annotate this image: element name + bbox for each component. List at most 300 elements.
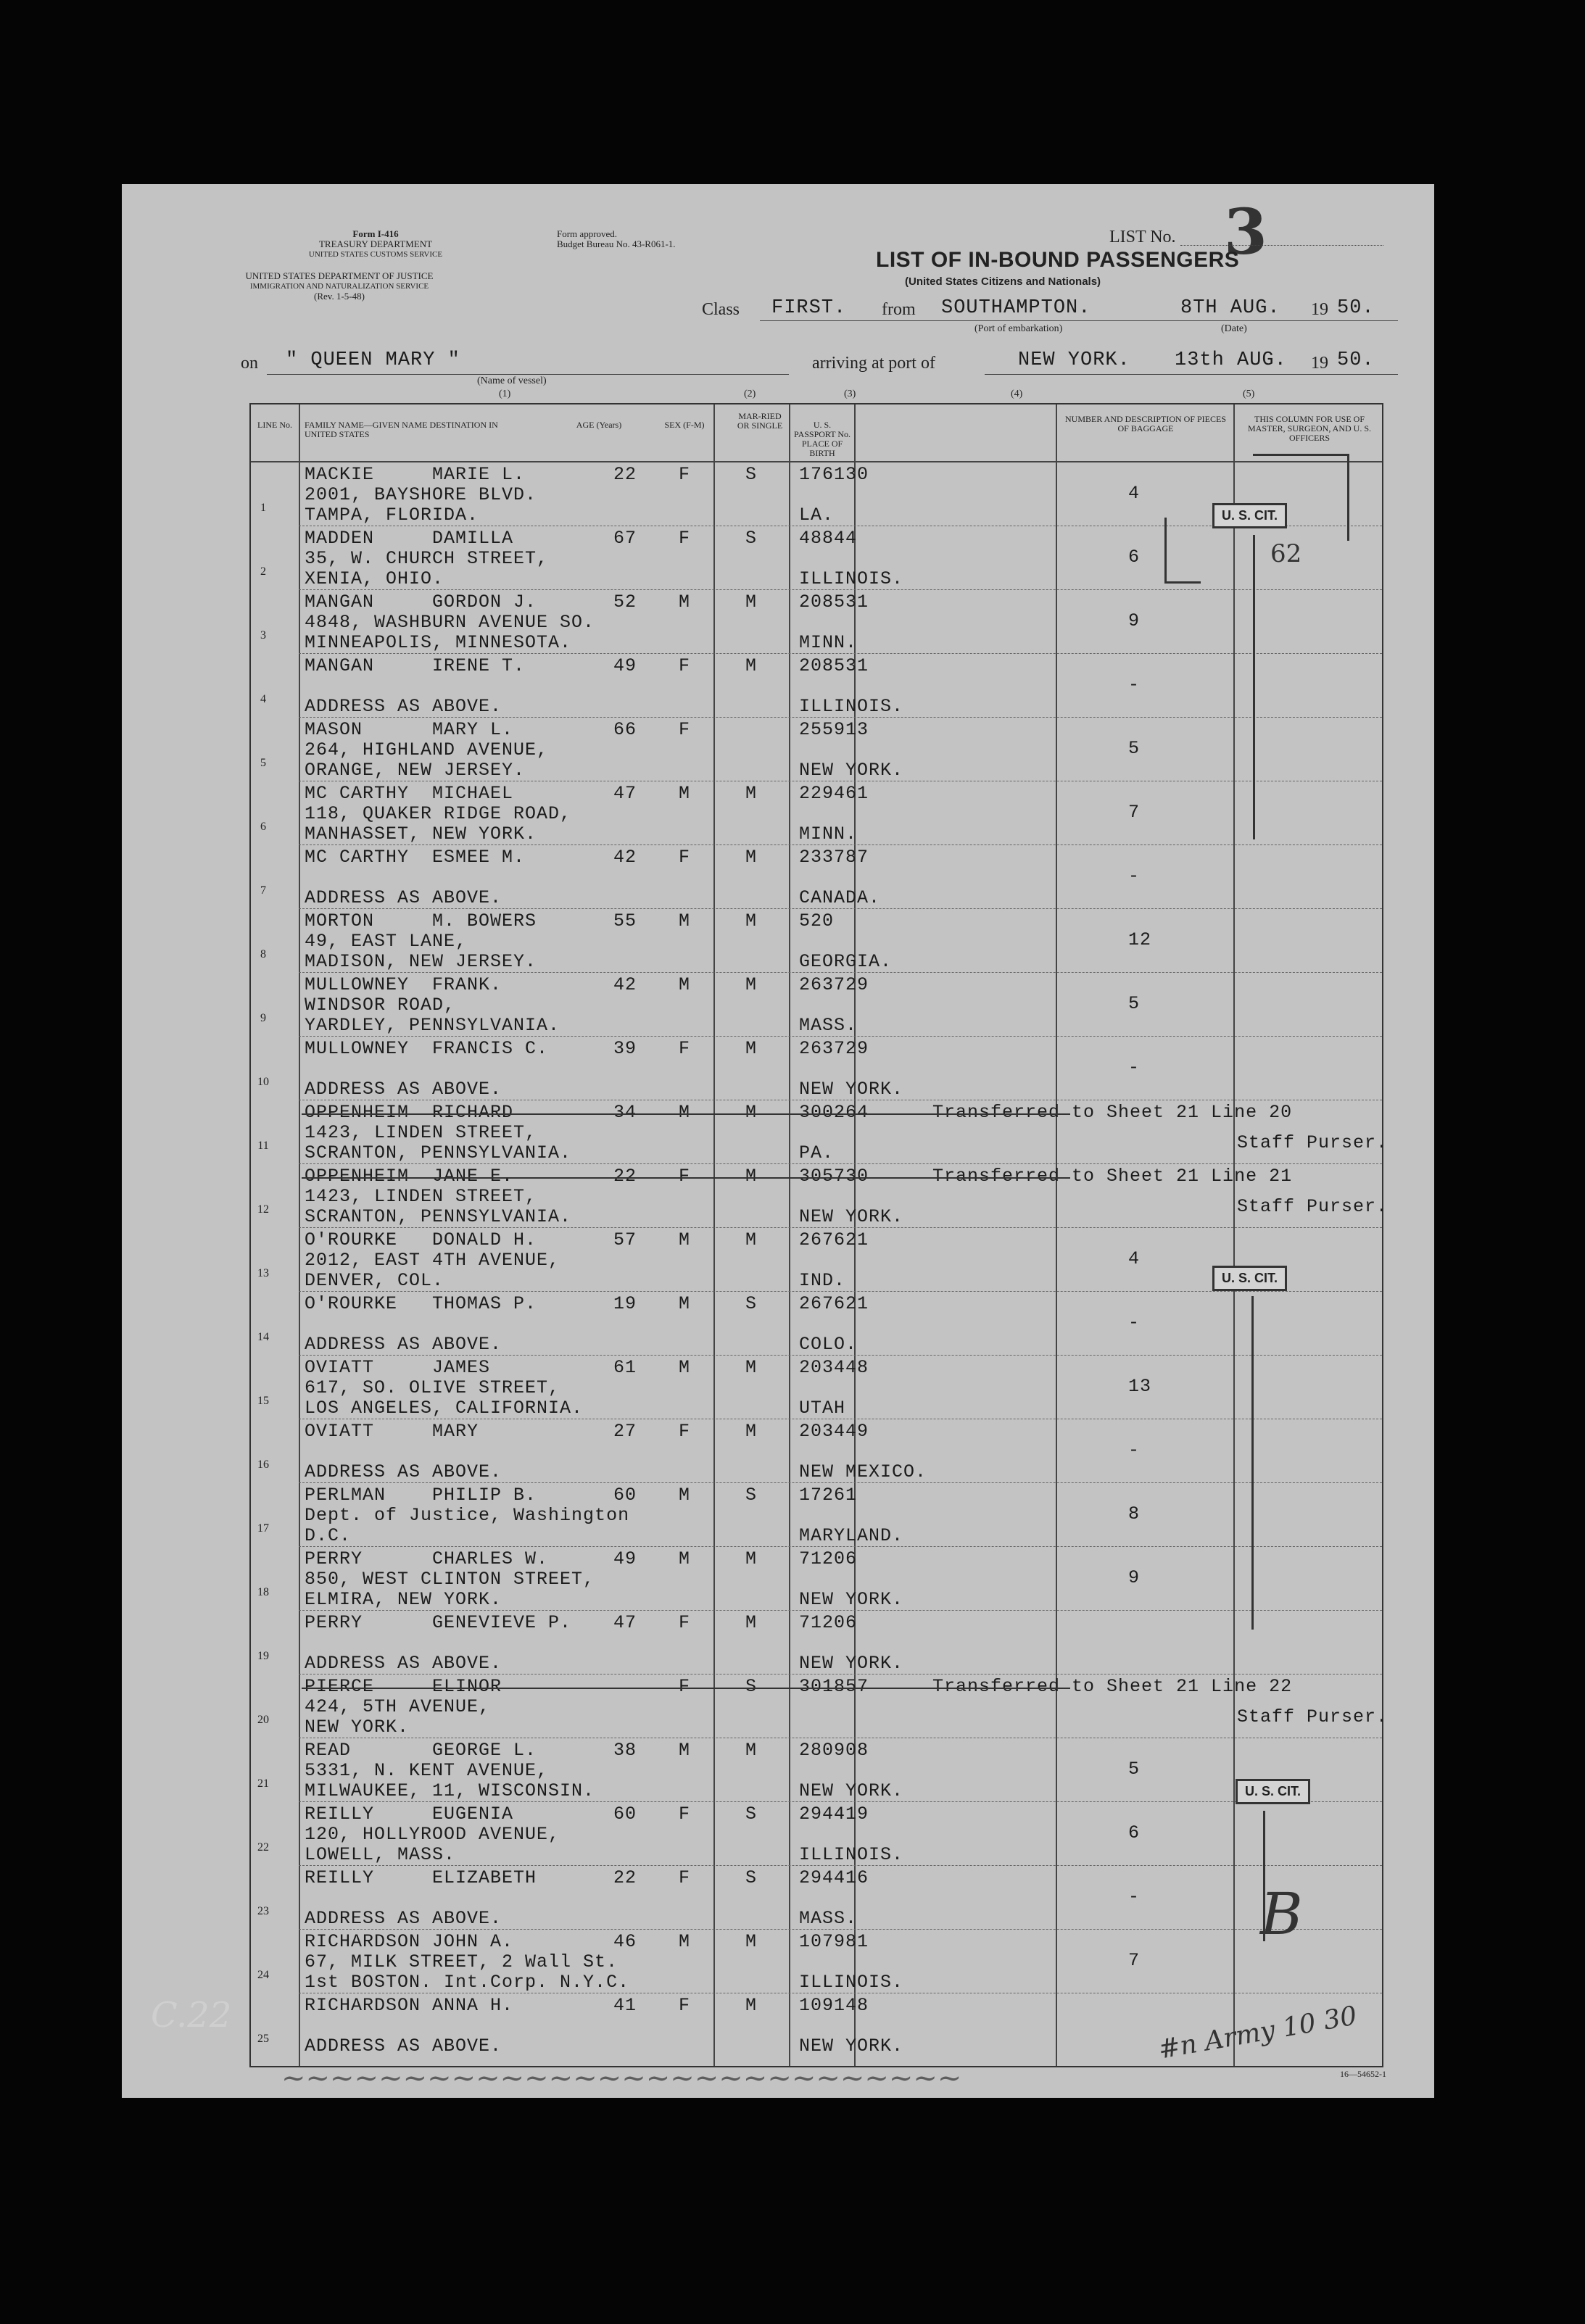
address-line: ADDRESS AS ABOVE. xyxy=(305,1653,502,1674)
page-subtitle: (United States Citizens and Nationals) xyxy=(905,275,1101,288)
baggage-count: 5 xyxy=(1128,738,1141,759)
baggage-count: - xyxy=(1128,1312,1141,1333)
on-label: on xyxy=(241,354,258,373)
table-row xyxy=(251,590,1382,654)
address-line: ADDRESS AS ABOVE. xyxy=(305,887,502,908)
form-header-treasury xyxy=(289,229,463,260)
passport-number: 267621 xyxy=(799,1293,869,1314)
address-line: MILWAUKEE, 11, WISCONSIN. xyxy=(305,1780,595,1801)
address-line: ADDRESS AS ABOVE. xyxy=(305,1908,502,1929)
transfer-note: Transferred to Sheet 21 Line 20 xyxy=(932,1102,1293,1123)
arrival-year-prefix: 19 xyxy=(1311,354,1328,373)
vessel-caption: (Name of vessel) xyxy=(477,375,547,386)
bottom-signature: ~~~~~~~~~~~~~~~~~~~~~~~~~~~~ xyxy=(281,2062,962,2095)
address-line: DENVER, COL. xyxy=(305,1270,444,1291)
from-label: from xyxy=(882,300,916,319)
form-approval xyxy=(557,229,731,249)
passenger-name: OVIATT MARY xyxy=(305,1421,479,1442)
strike-line xyxy=(302,1177,1070,1179)
address-line: SCRANTON, PENNSYLVANIA. xyxy=(305,1206,572,1227)
staff-purser-signature: Staff Purser. xyxy=(1237,1132,1389,1153)
marital-status: M xyxy=(745,1357,758,1378)
us-cit-stamp: U. S. CIT. xyxy=(1236,1779,1310,1804)
baggage-count: 5 xyxy=(1128,993,1141,1014)
passenger-age: 41 xyxy=(613,1995,637,2016)
passenger-name: MULLOWNEY FRANCIS C. xyxy=(305,1038,549,1059)
baggage-count: 8 xyxy=(1128,1503,1141,1524)
table-row xyxy=(251,654,1382,718)
passenger-age: 49 xyxy=(613,655,637,676)
col-header-sex: SEX (F-M) xyxy=(664,420,705,430)
transfer-note: Transferred to Sheet 21 Line 22 xyxy=(932,1676,1293,1697)
passenger-name: O'ROURKE DONALD H. xyxy=(305,1229,537,1250)
passport-number: 109148 xyxy=(799,1995,869,2016)
passport-number: 107981 xyxy=(799,1931,869,1952)
line-number: 5 xyxy=(260,757,266,769)
passenger-sex: M xyxy=(679,1485,691,1506)
baggage-count: 6 xyxy=(1128,1822,1141,1843)
passenger-name: PERRY CHARLES W. xyxy=(305,1548,549,1569)
passport-number: 208531 xyxy=(799,655,869,676)
line-number: 13 xyxy=(257,1267,269,1279)
passport-number: 203449 xyxy=(799,1421,869,1442)
place-of-birth: NEW YORK. xyxy=(799,760,904,781)
us-cit-stamp: U. S. CIT. xyxy=(1212,1266,1287,1291)
embark-year-prefix: 19 xyxy=(1311,300,1328,319)
passenger-age: 39 xyxy=(613,1038,637,1059)
rev-label: (Rev. 1-5-48) xyxy=(314,291,365,302)
marital-status: M xyxy=(745,783,758,804)
line-number: 11 xyxy=(257,1140,269,1152)
passenger-name: REILLY ELIZABETH xyxy=(305,1867,537,1888)
line-number: 25 xyxy=(257,2033,269,2045)
address-line: LOS ANGELES, CALIFORNIA. xyxy=(305,1398,584,1419)
passenger-age: 46 xyxy=(613,1931,637,1952)
strike-line xyxy=(302,1113,1070,1115)
passenger-sex: M xyxy=(679,1229,691,1250)
passport-number: 294419 xyxy=(799,1804,869,1825)
baggage-count: - xyxy=(1128,674,1141,695)
place-of-birth: IND. xyxy=(799,1270,846,1291)
passenger-age: 27 xyxy=(613,1421,637,1442)
passenger-sex: F xyxy=(679,655,691,676)
passenger-name: PERRY GENEVIEVE P. xyxy=(305,1612,572,1633)
arrival-port: NEW YORK. xyxy=(1018,349,1130,371)
arrival-year: 50. xyxy=(1337,349,1375,371)
line-number: 4 xyxy=(260,693,266,705)
passenger-age: 19 xyxy=(613,1293,637,1314)
marital-status: M xyxy=(745,1740,758,1761)
page-title: LIST OF IN-BOUND PASSENGERS xyxy=(876,248,1240,272)
marital-status: S xyxy=(745,464,758,485)
passenger-age: 60 xyxy=(613,1485,637,1506)
address-line: 35, W. CHURCH STREET, xyxy=(305,548,549,569)
list-no-value: 3 xyxy=(1224,196,1267,269)
embark-year: 50. xyxy=(1337,297,1375,319)
line-number: 10 xyxy=(257,1076,269,1088)
address-line: MANHASSET, NEW YORK. xyxy=(305,823,537,844)
line-number: 9 xyxy=(260,1012,266,1024)
address-line: ADDRESS AS ABOVE. xyxy=(305,2035,502,2057)
budget-bureau: Budget Bureau No. 43-R061-1. xyxy=(557,238,676,249)
table-row xyxy=(251,1738,1382,1802)
embark-date: 8TH AUG. xyxy=(1180,297,1280,319)
passport-number: 48844 xyxy=(799,528,858,549)
line-number: 22 xyxy=(257,1841,269,1854)
vessel-name: " QUEEN MARY " xyxy=(286,349,460,371)
address-line: 67, MILK STREET, 2 Wall St. xyxy=(305,1951,618,1972)
address-line: ORANGE, NEW JERSEY. xyxy=(305,760,526,781)
address-line: 850, WEST CLINTON STREET, xyxy=(305,1569,595,1590)
passenger-name: MC CARTHY MICHAEL xyxy=(305,783,514,804)
address-line: ELMIRA, NEW YORK. xyxy=(305,1589,502,1610)
passenger-sex: F xyxy=(679,719,691,740)
line-number: 20 xyxy=(257,1714,269,1726)
line-number: 6 xyxy=(260,821,266,833)
passport-number: 263729 xyxy=(799,1038,869,1059)
place-of-birth: MINN. xyxy=(799,632,858,653)
baggage-count: 7 xyxy=(1128,1950,1141,1971)
baggage-count: 6 xyxy=(1128,547,1141,568)
passenger-age: 61 xyxy=(613,1357,637,1378)
line-number: 16 xyxy=(257,1458,269,1471)
place-of-birth: NEW YORK. xyxy=(799,1653,904,1674)
passport-number: 71206 xyxy=(799,1612,858,1633)
passport-number: 203448 xyxy=(799,1357,869,1378)
marital-status: S xyxy=(745,1485,758,1506)
passenger-sex: F xyxy=(679,1038,691,1059)
line-number: 23 xyxy=(257,1905,269,1917)
passenger-sex: F xyxy=(679,528,691,549)
passenger-age: 52 xyxy=(613,592,637,613)
marital-status: M xyxy=(745,1995,758,2016)
place-of-birth: ILLINOIS. xyxy=(799,1972,904,1993)
place-of-birth: CANADA. xyxy=(799,887,881,908)
marital-status: S xyxy=(745,1676,758,1697)
marital-status: M xyxy=(745,592,758,613)
passenger-sex: M xyxy=(679,592,691,613)
place-of-birth: MASS. xyxy=(799,1015,858,1036)
passenger-table xyxy=(249,403,1389,2067)
passenger-age: 67 xyxy=(613,528,637,549)
table-row xyxy=(251,1292,1382,1356)
passenger-sex: F xyxy=(679,1612,691,1633)
passenger-sex: F xyxy=(679,847,691,868)
from-value: SOUTHAMPTON. xyxy=(941,297,1091,319)
address-line: D.C. xyxy=(305,1525,352,1546)
passenger-age: 55 xyxy=(613,910,637,931)
passenger-name: MORTON M. BOWERS xyxy=(305,910,537,931)
baggage-count: 4 xyxy=(1128,1248,1141,1269)
col-header-line-no: LINE No. xyxy=(257,420,292,430)
marital-status: S xyxy=(745,1293,758,1314)
passenger-name: OPPENHEIM RICHARD xyxy=(305,1102,514,1123)
address-line: MADISON, NEW JERSEY. xyxy=(305,951,537,972)
table-row xyxy=(251,1037,1382,1100)
table-row xyxy=(251,1611,1382,1674)
line-number: 24 xyxy=(257,1969,269,1981)
passenger-name: MACKIE MARIE L. xyxy=(305,464,526,485)
manifest-sheet xyxy=(122,184,1434,2098)
col-num-5: (5) xyxy=(1243,389,1255,399)
passport-number: 176130 xyxy=(799,464,869,485)
line-number: 2 xyxy=(260,565,266,578)
handwritten-b: B xyxy=(1260,1880,1303,1948)
place-of-birth: NEW YORK. xyxy=(799,2035,904,2057)
baggage-count: 9 xyxy=(1128,1567,1141,1588)
passenger-sex: M xyxy=(679,974,691,995)
col-header-passport: U. S. PASSPORT No. PLACE OF BIRTH xyxy=(794,420,851,458)
passenger-name: REILLY EUGENIA xyxy=(305,1804,514,1825)
address-line: 1423, LINDEN STREET, xyxy=(305,1122,537,1143)
passenger-name: RICHARDSON JOHN A. xyxy=(305,1931,514,1952)
passenger-age: 60 xyxy=(613,1804,637,1825)
place-of-birth: PA. xyxy=(799,1142,835,1163)
baggage-count: - xyxy=(1128,866,1141,887)
handwritten-count: 62 xyxy=(1270,539,1302,568)
justice-label: UNITED STATES DEPARTMENT OF JUSTICE xyxy=(245,270,434,281)
passenger-sex: F xyxy=(679,464,691,485)
passport-number: 267621 xyxy=(799,1229,869,1250)
place-of-birth: NEW YORK. xyxy=(799,1079,904,1100)
date-caption: (Date) xyxy=(1221,323,1247,334)
passenger-sex: M xyxy=(679,1931,691,1952)
col-header-officers: THIS COLUMN FOR USE OF MASTER, SURGEON, AND U. S. OFFICERS xyxy=(1247,414,1372,443)
address-line: SCRANTON, PENNSYLVANIA. xyxy=(305,1142,572,1163)
baggage-count: - xyxy=(1128,1886,1141,1907)
col-header-married: MAR-RIED OR SINGLE xyxy=(737,411,783,431)
table-row xyxy=(251,1866,1382,1930)
address-line: YARDLEY, PENNSYLVANIA. xyxy=(305,1015,560,1036)
address-line: 118, QUAKER RIDGE ROAD, xyxy=(305,803,572,824)
line-number: 12 xyxy=(257,1203,269,1216)
address-line: 4848, WASHBURN AVENUE SO. xyxy=(305,612,595,633)
passport-number: 294416 xyxy=(799,1867,869,1888)
place-of-birth: ILLINOIS. xyxy=(799,568,904,589)
marital-status: M xyxy=(745,1421,758,1442)
table-row xyxy=(251,1802,1382,1866)
col-header-name: FAMILY NAME—GIVEN NAME DESTINATION IN UNITED STATES xyxy=(305,420,498,439)
passenger-age: 22 xyxy=(613,1867,637,1888)
place-of-birth: NEW YORK. xyxy=(799,1780,904,1801)
form-header-justice xyxy=(231,271,448,302)
line-number: 8 xyxy=(260,948,266,960)
address-line: XENIA, OHIO. xyxy=(305,568,444,589)
passenger-sex: M xyxy=(679,1548,691,1569)
passenger-name: MADDEN DAMILLA xyxy=(305,528,514,549)
line-number: 19 xyxy=(257,1650,269,1662)
marital-status: M xyxy=(745,655,758,676)
passport-number: 17261 xyxy=(799,1485,858,1506)
passport-number: 229461 xyxy=(799,783,869,804)
table-row xyxy=(251,845,1382,909)
passport-number: 263729 xyxy=(799,974,869,995)
col-header-baggage: NUMBER AND DESCRIPTION OF PIECES OF BAGGAGE xyxy=(1064,414,1227,433)
marital-status: S xyxy=(745,1867,758,1888)
arrival-date: 13th AUG. xyxy=(1175,349,1287,371)
form-number: Form I-416 xyxy=(352,228,399,239)
line-number: 15 xyxy=(257,1395,269,1407)
passenger-name: MASON MARY L. xyxy=(305,719,514,740)
passport-number: 300264 xyxy=(799,1102,869,1123)
passenger-name: PERLMAN PHILIP B. xyxy=(305,1485,537,1506)
passenger-sex: F xyxy=(679,1166,691,1187)
marital-status: S xyxy=(745,528,758,549)
passenger-sex: F xyxy=(679,1676,691,1697)
line-number: 3 xyxy=(260,629,266,642)
transfer-note: Transferred to Sheet 21 Line 21 xyxy=(932,1166,1293,1187)
baggage-count: - xyxy=(1128,1440,1141,1461)
place-of-birth: MASS. xyxy=(799,1908,858,1929)
passenger-sex: M xyxy=(679,1102,691,1123)
line-number: 14 xyxy=(257,1331,269,1343)
passenger-age: 34 xyxy=(613,1102,637,1123)
treasury-label: TREASURY DEPARTMENT xyxy=(318,238,433,249)
passenger-sex: F xyxy=(679,1995,691,2016)
address-line: ADDRESS AS ABOVE. xyxy=(305,1334,502,1355)
table-row xyxy=(251,1419,1382,1483)
place-of-birth: LA. xyxy=(799,505,835,526)
passenger-age: 66 xyxy=(613,719,637,740)
col-num-1: (1) xyxy=(499,389,511,399)
passenger-sex: F xyxy=(679,1421,691,1442)
customs-label: UNITED STATES CUSTOMS SERVICE xyxy=(308,250,443,259)
passport-number: 233787 xyxy=(799,847,869,868)
passenger-sex: M xyxy=(679,910,691,931)
list-no-label: LIST No. xyxy=(1109,228,1176,246)
staff-purser-signature: Staff Purser. xyxy=(1237,1196,1389,1217)
passenger-sex: M xyxy=(679,1293,691,1314)
baggage-count: 4 xyxy=(1128,483,1141,504)
passport-number: 208531 xyxy=(799,592,869,613)
form-approved: Form approved. xyxy=(557,228,618,239)
address-line: ADDRESS AS ABOVE. xyxy=(305,1079,502,1100)
passenger-age: 47 xyxy=(613,783,637,804)
handwritten-bottom-right: #n Army 10 30 xyxy=(1156,2001,1360,2065)
passenger-name: READ GEORGE L. xyxy=(305,1740,537,1761)
address-line: 1423, LINDEN STREET, xyxy=(305,1186,537,1207)
passenger-age: 38 xyxy=(613,1740,637,1761)
passenger-name: MULLOWNEY FRANK. xyxy=(305,974,502,995)
passenger-age: 57 xyxy=(613,1229,637,1250)
baggage-count: 13 xyxy=(1128,1376,1152,1397)
line-number: 18 xyxy=(257,1586,269,1598)
baggage-count: 12 xyxy=(1128,929,1152,950)
passenger-name: MC CARTHY ESMEE M. xyxy=(305,847,526,868)
line-number: 1 xyxy=(260,502,266,514)
table-row xyxy=(251,718,1382,781)
passport-number: 301857 xyxy=(799,1676,869,1697)
address-line: Dept. of Justice, Washington xyxy=(305,1505,630,1526)
line-number: 21 xyxy=(257,1777,269,1790)
passenger-name: OPPENHEIM JANE E. xyxy=(305,1166,514,1187)
passenger-age: 47 xyxy=(613,1612,637,1633)
marital-status: M xyxy=(745,910,758,931)
address-line: 2012, EAST 4TH AVENUE, xyxy=(305,1250,560,1271)
marital-status: M xyxy=(745,1548,758,1569)
line-number: 7 xyxy=(260,884,266,897)
passenger-sex: F xyxy=(679,1867,691,1888)
passenger-name: O'ROURKE THOMAS P. xyxy=(305,1293,537,1314)
line-number: 17 xyxy=(257,1522,269,1535)
table-row xyxy=(251,781,1382,845)
passenger-sex: M xyxy=(679,1357,691,1378)
col-num-3: (3) xyxy=(844,389,856,399)
place-of-birth: UTAH xyxy=(799,1398,846,1419)
arriving-label: arriving at port of xyxy=(812,354,935,373)
baggage-count: 7 xyxy=(1128,802,1141,823)
margin-note: C.22 xyxy=(151,1995,232,2035)
passenger-name: MANGAN GORDON J. xyxy=(305,592,537,613)
table-row xyxy=(251,1547,1382,1611)
col-num-2: (2) xyxy=(744,389,756,399)
passenger-age: 42 xyxy=(613,847,637,868)
class-label: Class xyxy=(702,300,740,319)
address-line: 5331, N. KENT AVENUE, xyxy=(305,1760,549,1781)
baggage-count: 5 xyxy=(1128,1759,1141,1780)
address-line: 1st BOSTON. Int.Corp. N.Y.C. xyxy=(305,1972,630,1993)
place-of-birth: COLO. xyxy=(799,1334,858,1355)
passenger-age: 42 xyxy=(613,974,637,995)
ins-label: IMMIGRATION AND NATURALIZATION SERVICE xyxy=(249,282,429,291)
passenger-sex: F xyxy=(679,1804,691,1825)
marital-status: M xyxy=(745,1038,758,1059)
place-of-birth: MARYLAND. xyxy=(799,1525,904,1546)
address-line: 617, SO. OLIVE STREET, xyxy=(305,1377,560,1398)
place-of-birth: MINN. xyxy=(799,823,858,844)
passenger-sex: M xyxy=(679,783,691,804)
address-line: MINNEAPOLIS, MINNESOTA. xyxy=(305,632,572,653)
marital-status: M xyxy=(745,974,758,995)
col-num-4: (4) xyxy=(1011,389,1023,399)
address-line: TAMPA, FLORIDA. xyxy=(305,505,479,526)
address-line: WINDSOR ROAD, xyxy=(305,995,456,1016)
passenger-name: RICHARDSON ANNA H. xyxy=(305,1995,514,2016)
marital-status: M xyxy=(745,1166,758,1187)
place-of-birth: NEW MEXICO. xyxy=(799,1461,927,1482)
table-row xyxy=(251,909,1382,973)
place-of-birth: NEW YORK. xyxy=(799,1589,904,1610)
staff-purser-signature: Staff Purser. xyxy=(1237,1706,1389,1727)
place-of-birth: ILLINOIS. xyxy=(799,1844,904,1865)
passenger-age: 22 xyxy=(613,464,637,485)
passport-number: 305730 xyxy=(799,1166,869,1187)
address-line: NEW YORK. xyxy=(305,1717,410,1738)
place-of-birth: ILLINOIS. xyxy=(799,696,904,717)
passenger-age: 49 xyxy=(613,1548,637,1569)
marital-status: M xyxy=(745,1102,758,1123)
baggage-count: 9 xyxy=(1128,610,1141,631)
passenger-age: 22 xyxy=(613,1166,637,1187)
footer-code: 16—54652-1 xyxy=(1340,2069,1386,2079)
passenger-name: OVIATT JAMES xyxy=(305,1357,491,1378)
address-line: ADDRESS AS ABOVE. xyxy=(305,696,502,717)
passenger-name: PIERCE ELINOR xyxy=(305,1676,502,1697)
passport-number: 280908 xyxy=(799,1740,869,1761)
table-row xyxy=(251,526,1382,590)
marital-status: M xyxy=(745,1931,758,1952)
address-line: 424, 5TH AVENUE, xyxy=(305,1696,491,1717)
address-line: 49, EAST LANE, xyxy=(305,931,468,952)
table-row xyxy=(251,1483,1382,1547)
us-cit-stamp: U. S. CIT. xyxy=(1212,503,1287,528)
baggage-count: - xyxy=(1128,1057,1141,1078)
marital-status: M xyxy=(745,1229,758,1250)
table-row xyxy=(251,1930,1382,1993)
port-embark-caption: (Port of embarkation) xyxy=(974,323,1063,334)
passport-number: 255913 xyxy=(799,719,869,740)
passenger-sex: M xyxy=(679,1740,691,1761)
